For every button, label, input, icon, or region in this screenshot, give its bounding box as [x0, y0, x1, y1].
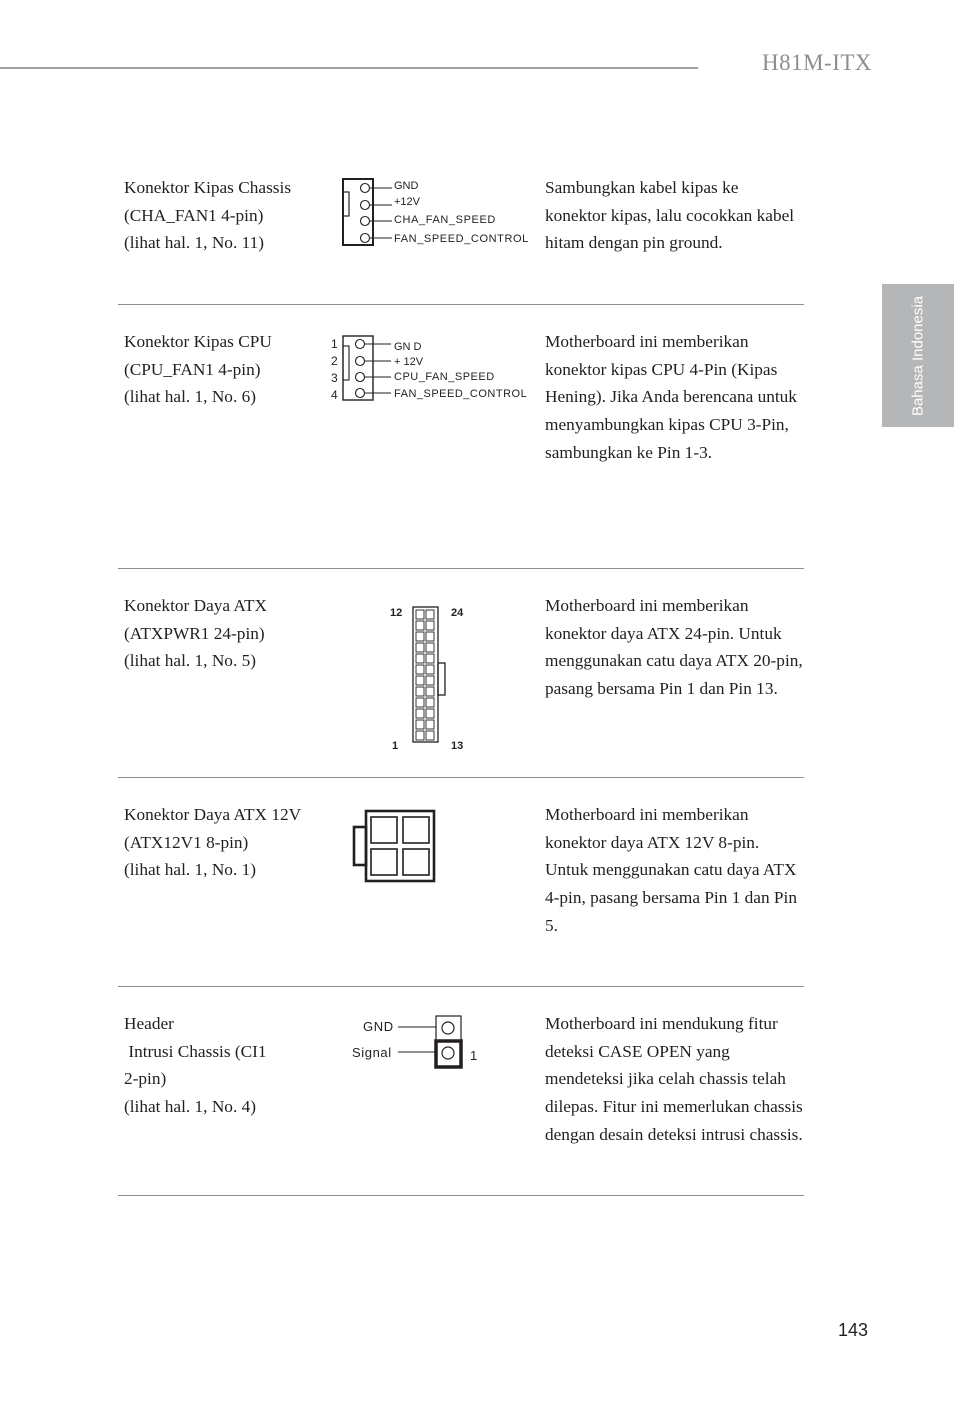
atx-pin — [426, 709, 434, 718]
connector-description: Sambungkan kabel kipas ke konektor kipas, lalu cocokkan kabel hitam dengan pin ground. — [545, 178, 795, 253]
language-tab-label: Bahasa Indonesia — [909, 295, 927, 416]
atx-pin — [416, 731, 424, 740]
section-cpu-fan — [118, 328, 804, 569]
atx-pin — [426, 687, 434, 696]
atx-pin — [416, 720, 424, 729]
atx12v-connector-diagram — [348, 805, 443, 885]
label-line: (lihat hal. 1, No. 11) — [124, 233, 264, 253]
section-chassis-fan — [118, 174, 804, 305]
corner-pin-number: 24 — [451, 607, 464, 619]
chassis-intrusion-header-diagram — [348, 1012, 488, 1076]
atx-pin — [416, 698, 424, 707]
connector-label — [124, 592, 324, 675]
model-title: H81M-ITX — [762, 50, 873, 75]
atx-pin — [426, 654, 434, 663]
connector-description: Motherboard ini memberikan konektor kipas CPU 4-Pin (Kipas Hening). Jika Anda berencana untuk menyambungkan kipas CPU 3-Pin, sambungkan ke Pin 1-3. — [545, 332, 797, 462]
pin-label: FAN_SPEED_CONTROL — [394, 388, 528, 400]
pin-label: FAN_SPEED_CONTROL — [394, 233, 529, 245]
atx-pin-grid — [416, 610, 434, 740]
connector-label — [124, 801, 324, 884]
label-line: Konektor Daya ATX 12V — [124, 805, 302, 824]
pin-label: CHA_FAN_SPEED — [394, 214, 496, 226]
pin-label: GND — [363, 1019, 394, 1034]
section-atx-power — [118, 592, 804, 778]
label-line: (lihat hal. 1, No. 5) — [124, 651, 256, 671]
connector-description: Motherboard ini memberikan konektor daya ATX 24-pin. Untuk menggunakan catu daya ATX 20-pin, pasang bersama Pin 1 dan Pin 13. — [545, 596, 803, 699]
corner-pin-number: 12 — [390, 607, 403, 619]
pin-label: CPU_FAN_SPEED — [394, 371, 495, 383]
atx-pin — [416, 610, 424, 619]
label-line: (CPU_FAN1 4-pin) — [124, 359, 261, 379]
pin-number: 4 — [331, 388, 338, 402]
atx-pin — [416, 643, 424, 652]
connector-label — [124, 328, 324, 411]
language-tab — [882, 284, 954, 427]
label-line: Intrusi Chassis (CI1 — [124, 1041, 267, 1061]
atx-pin — [426, 731, 434, 740]
pin-number: 1 — [470, 1048, 478, 1063]
atx-pin — [426, 698, 434, 707]
pin-label: Signal — [352, 1045, 392, 1060]
pin-number: 1 — [331, 337, 338, 351]
atx-pin — [426, 621, 434, 630]
atx-pin — [426, 665, 434, 674]
pin-number: 2 — [331, 354, 338, 368]
cha-fan-connector-diagram — [338, 174, 538, 254]
section-chassis-intrusion — [118, 1010, 804, 1196]
pin-label: +12V — [394, 196, 420, 208]
corner-pin-number: 13 — [451, 740, 464, 752]
connector-label — [124, 174, 324, 257]
atx-pin — [426, 610, 434, 619]
atx-pin — [416, 621, 424, 630]
label-line: Header — [124, 1014, 174, 1033]
label-line: (lihat hal. 1, No. 1) — [124, 860, 256, 880]
connector-label — [124, 1010, 324, 1120]
atx-pin — [416, 665, 424, 674]
label-line: Konektor Kipas Chassis — [124, 178, 292, 197]
label-line: Konektor Daya ATX — [124, 596, 268, 615]
label-line: (CHA_FAN1 4-pin) — [124, 205, 264, 225]
label-line: (ATXPWR1 24-pin) — [124, 623, 265, 643]
atx-pin — [426, 676, 434, 685]
atx-pin — [426, 643, 434, 652]
atx-pin — [416, 632, 424, 641]
pin-label: + 12V — [394, 356, 424, 368]
pin-number: 3 — [331, 371, 338, 385]
cpu-fan-connector-diagram — [323, 330, 538, 410]
atx-pin — [416, 709, 424, 718]
atx-pin — [416, 676, 424, 685]
label-line: (lihat hal. 1, No. 4) — [124, 1096, 256, 1116]
corner-pin-number: 1 — [392, 740, 399, 752]
atx-pin — [426, 632, 434, 641]
label-line: (ATX12V1 8-pin) — [124, 832, 249, 852]
atx-24pin-connector-diagram — [383, 600, 483, 755]
pin-label: GN D — [394, 341, 422, 353]
page-number: 143 — [838, 1320, 869, 1340]
connector-description: Motherboard ini memberikan konektor daya ATX 12V 8-pin. Untuk menggunakan catu daya ATX 4-pin, pasang bersama Pin 1 dan Pin 5. — [545, 805, 797, 935]
label-line: 2-pin) — [124, 1069, 167, 1089]
atx-pin — [416, 687, 424, 696]
connector-description: Motherboard ini mendukung fitur deteksi CASE OPEN yang mendeteksi jika celah chassis telah dilepas. Fitur ini memerlukan chassis dengan desain deteksi intrusi chassis. — [545, 1014, 803, 1144]
label-line: Konektor Kipas CPU — [124, 332, 272, 351]
atx-pin — [416, 654, 424, 663]
section-atx12v-power — [118, 801, 804, 987]
header-rule — [0, 67, 698, 69]
pin-label: GND — [394, 180, 419, 192]
atx-pin — [426, 720, 434, 729]
label-line: (lihat hal. 1, No. 6) — [124, 387, 256, 407]
